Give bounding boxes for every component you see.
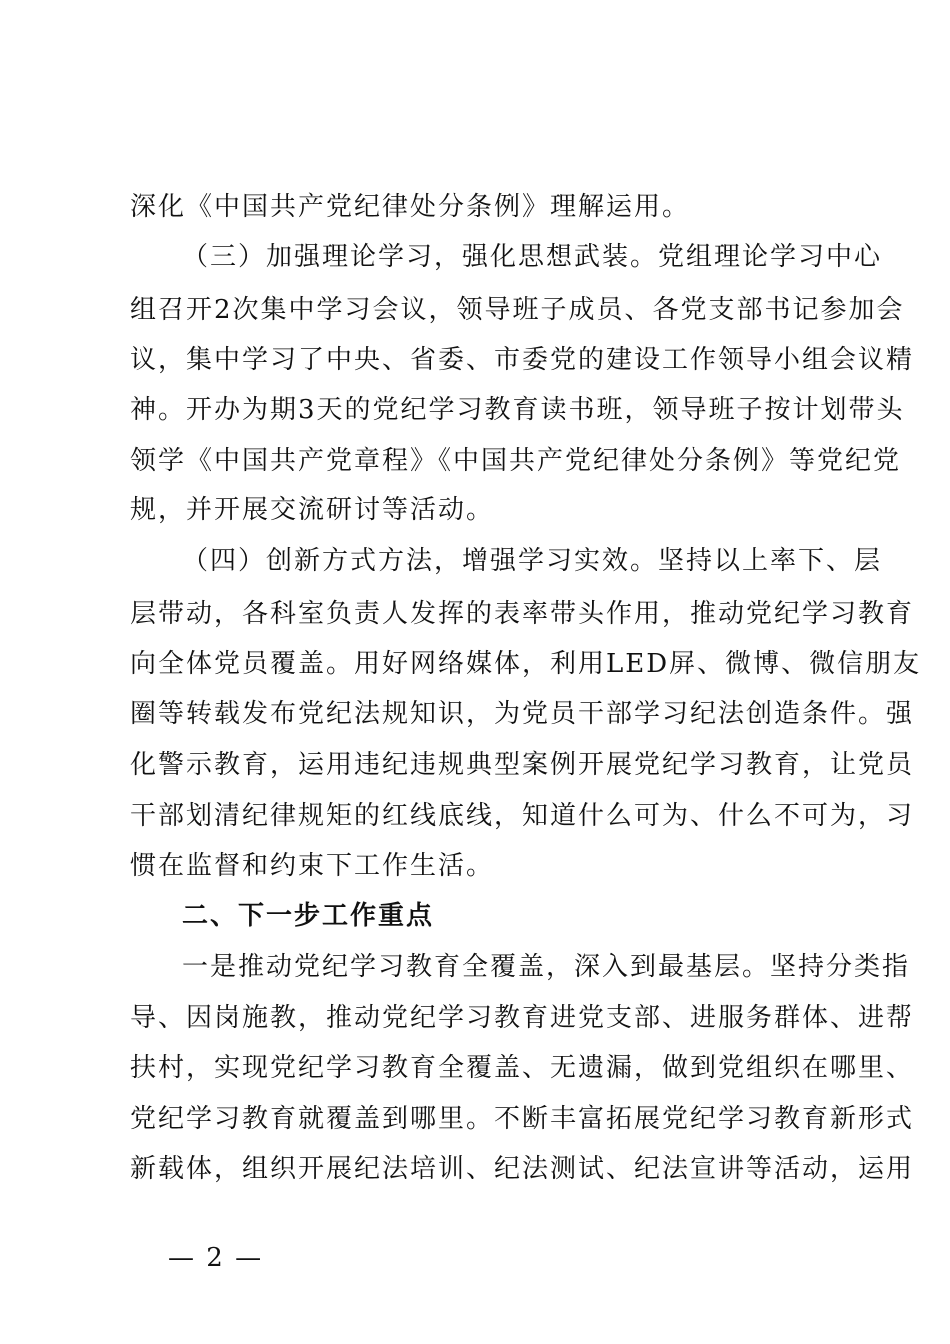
text-line: 规，并开展交流研讨等活动。 [130, 495, 495, 525]
text-line: 组召开2次集中学习会议，领导班子成员、各党支部书记参加会 [130, 295, 905, 325]
text-line: 层带动，各科室负责人发挥的表率带头作用，推动党纪学习教育 [130, 599, 915, 629]
text-line: 神。开办为期3天的党纪学习教育读书班，领导班子按计划带头 [130, 395, 905, 425]
text-line: 议，集中学习了中央、省委、市委党的建设工作领导小组会议精 [130, 345, 915, 375]
text-line: 领学《中国共产党章程》《中国共产党纪律处分条例》等党纪党 [130, 446, 902, 476]
text-line: 党纪学习教育就覆盖到哪里。不断丰富拓展党纪学习教育新形式 [130, 1104, 915, 1134]
text-line: 一是推动党纪学习教育全覆盖，深入到最基层。坚持分类指 [182, 952, 911, 982]
text-line: 深化《中国共产党纪律处分条例》理解运用。 [130, 192, 691, 222]
section-three-heading-line: （三）加强理论学习，强化思想武装。党组理论学习中心 [182, 242, 883, 272]
text-line: 导、因岗施教，推动党纪学习教育进党支部、进服务群体、进帮 [130, 1003, 915, 1033]
page-number: — 2 — [168, 1243, 264, 1273]
text-line: 圈等转载发布党纪法规知识，为党员干部学习纪法创造条件。强 [130, 699, 915, 729]
text-line: 扶村，实现党纪学习教育全覆盖、无遗漏，做到党组织在哪里、 [130, 1053, 915, 1083]
section-heading: 二、下一步工作重点 [182, 901, 435, 931]
section-four-heading-line: （四）创新方式方法，增强学习实效。坚持以上率下、层 [182, 546, 883, 576]
text-line: 惯在监督和约束下工作生活。 [130, 851, 495, 881]
text-line: 向全体党员覆盖。用好网络媒体，利用LED屏、微博、微信朋友 [130, 649, 922, 679]
text-line: 干部划清纪律规矩的红线底线，知道什么可为、什么不可为，习 [130, 801, 915, 831]
text-line: 化警示教育，运用违纪违规典型案例开展党纪学习教育，让党员 [130, 750, 915, 780]
text-line: 新载体，组织开展纪法培训、纪法测试、纪法宣讲等活动，运用 [130, 1154, 915, 1184]
